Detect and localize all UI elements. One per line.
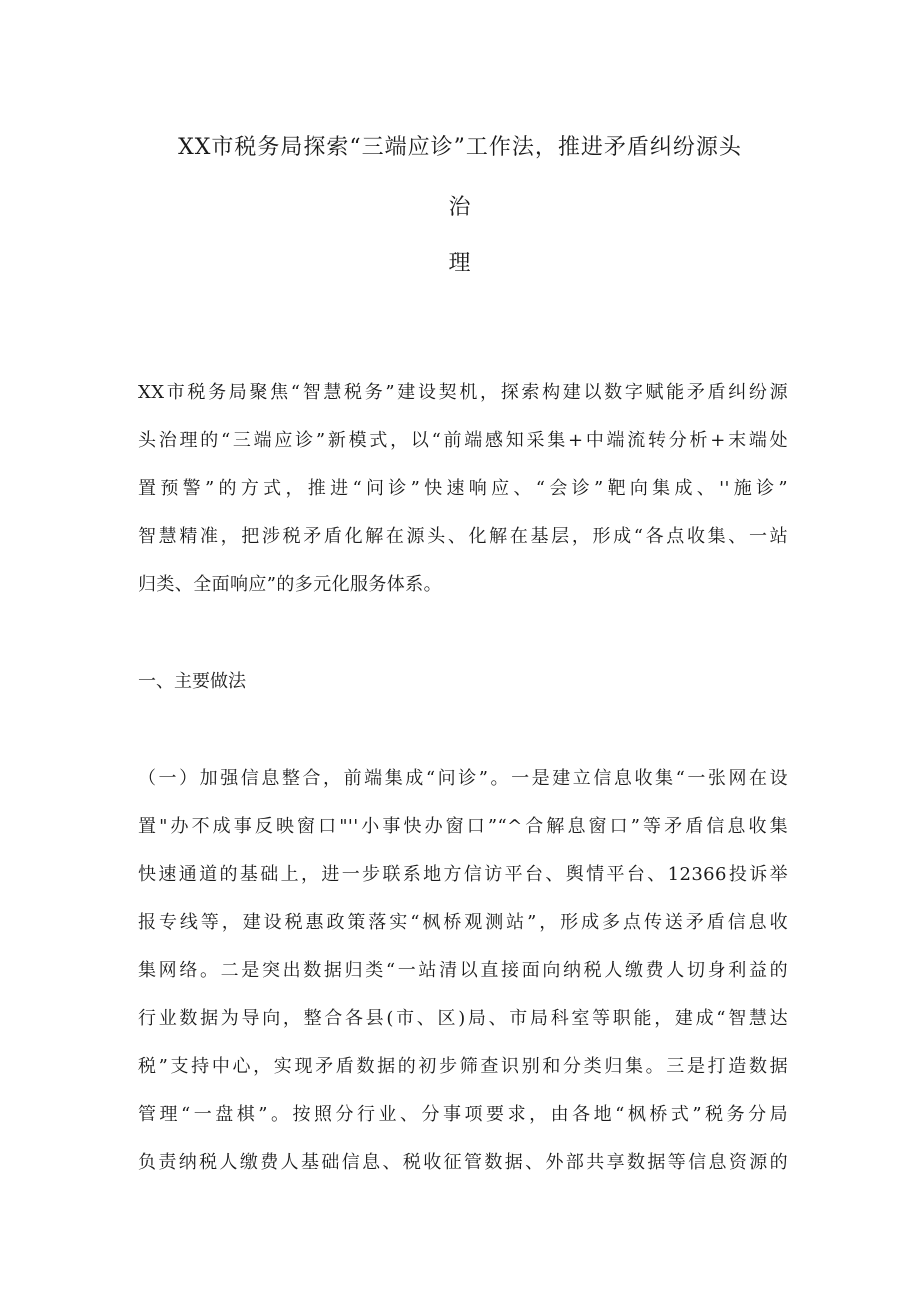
intro-line: XX市税务局聚焦“智慧税务”建设契机，探索构建以数字赋能矛盾纠纷源 [138, 382, 788, 403]
section-line: 行业数据为导向，整合各县(市、区)局、市局科室等职能，建成“智慧达 [138, 1008, 788, 1029]
section-line: （一）加强信息整合，前端集成“问诊”。一是建立信息收集“一张网在设 [138, 768, 788, 789]
document-title-line-1: XX市税务局探索“三端应诊”工作法，推进矛盾纠纷源头 [178, 135, 742, 160]
intro-line: 头治理的“三端应诊”新模式，以“前端感知采集+中端流转分析+末端处 [138, 430, 788, 451]
section-line: 负责纳税人缴费人基础信息、税收征管数据、外部共享数据等信息资源的 [138, 1152, 788, 1173]
section-line: 置"办不成事反映窗口"''小事快办窗口”“^合解息窗口”等矛盾信息收集 [138, 816, 788, 837]
intro-line: 置预警”的方式，推进“问诊”快速响应、“会诊”靶向集成、''施诊” [138, 478, 788, 499]
section-line: 报专线等，建设税惠政策落实“枫桥观测站”，形成多点传送矛盾信息收 [138, 912, 788, 933]
section-heading: 一、主要做法 [138, 671, 246, 692]
section-line: 快速通道的基础上，进一步联系地方信访平台、舆情平台、12366投诉举 [138, 864, 788, 885]
document-title-line-2: 治 [448, 195, 472, 220]
document-title-line-3: 理 [448, 251, 472, 276]
section-line: 集网络。二是突出数据归类“一站清以直接面向纳税人缴费人切身利益的 [138, 960, 788, 981]
intro-line: 智慧精准，把涉税矛盾化解在源头、化解在基层，形成“各点收集、一站 [138, 526, 788, 547]
section-line: 管理“一盘棋”。按照分行业、分事项要求，由各地“枫桥式”税务分局 [138, 1104, 788, 1125]
section-line: 税”支持中心，实现矛盾数据的初步筛查识别和分类归集。三是打造数据 [138, 1056, 788, 1077]
intro-line: 归类、全面响应”的多元化服务体系。 [138, 574, 443, 595]
